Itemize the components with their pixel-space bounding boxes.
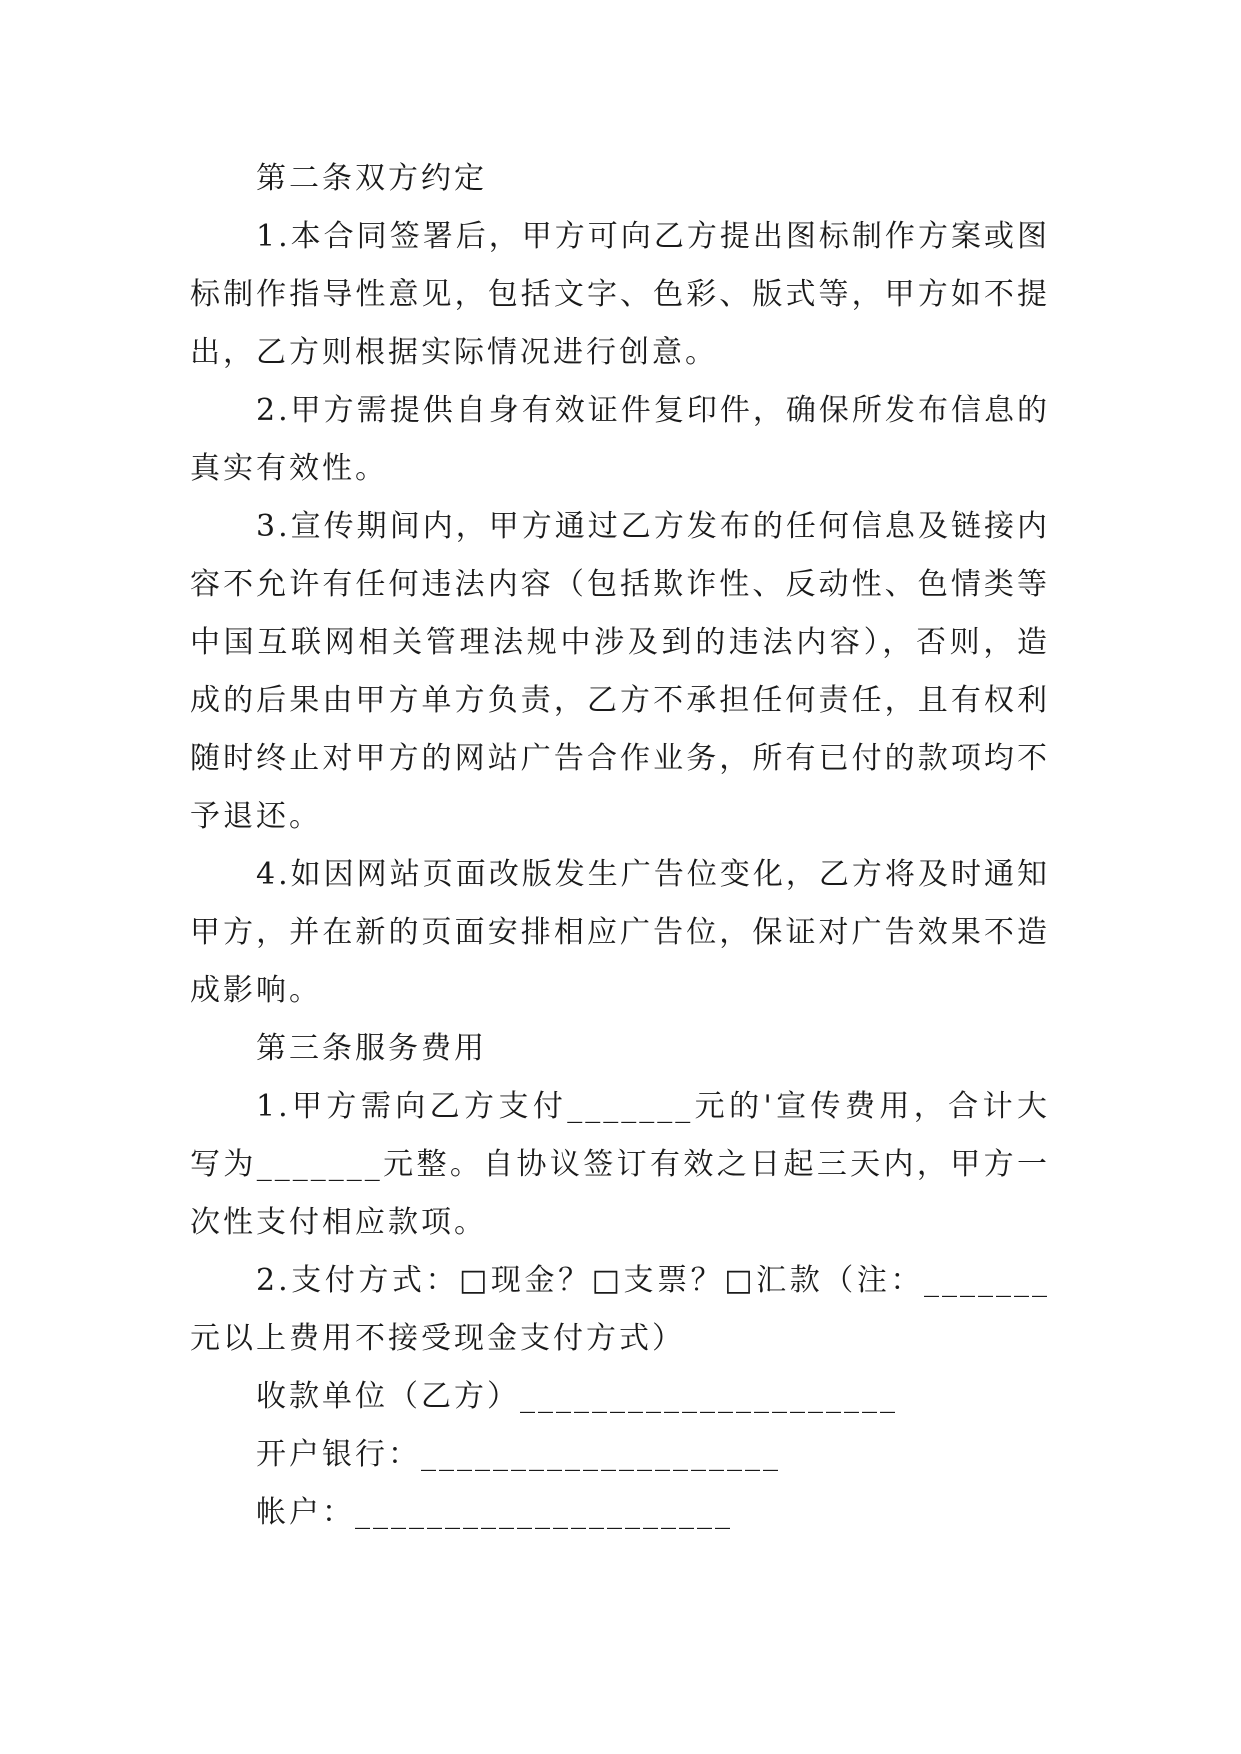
account-field: 帐户：_____________________ — [256, 1495, 733, 1530]
section-2-item-3: 3.宣传期间内，甲方通过乙方发布的任何信息及链接内容不允许有任何违法内容（包括欺诈性、反动性、色情类等中国互联网相关管理法规中涉及到的违法内容），否则，造成的后果由甲方单方负责，乙方不承担任何责任，且有权利随时终止对甲方的网站广告合作业务，所有已付的款项均不予退还。 — [190, 509, 1050, 834]
section-2-heading: 第二条双方约定 — [256, 161, 487, 196]
section-3-item-2: 2.支付方式：□现金？□支票？□汇款（注：_______元以上费用不接受现金支付方式） — [190, 1263, 1050, 1356]
bank-field: 开户银行：____________________ — [256, 1437, 781, 1472]
section-2-item-4: 4.如因网站页面改版发生广告位变化，乙方将及时通知甲方，并在新的页面安排相应广告位，保证对广告效果不造成影响。 — [190, 857, 1050, 1008]
section-2-item-2: 2.甲方需提供自身有效证件复印件，确保所发布信息的真实有效性。 — [190, 393, 1050, 486]
document-page — [190, 150, 1050, 1542]
section-3-heading: 第三条服务费用 — [256, 1031, 487, 1066]
section-2-item-1: 1.本合同签署后，甲方可向乙方提出图标制作方案或图标制作指导性意见，包括文字、色彩、版式等，甲方如不提出，乙方则根据实际情况进行创意。 — [190, 219, 1050, 370]
payee-field: 收款单位（乙方）_____________________ — [256, 1379, 898, 1414]
section-3-item-1: 1.甲方需向乙方支付_______元的'宣传费用，合计大写为_______元整。自协议签订有效之日起三天内，甲方一次性支付相应款项。 — [190, 1089, 1050, 1240]
